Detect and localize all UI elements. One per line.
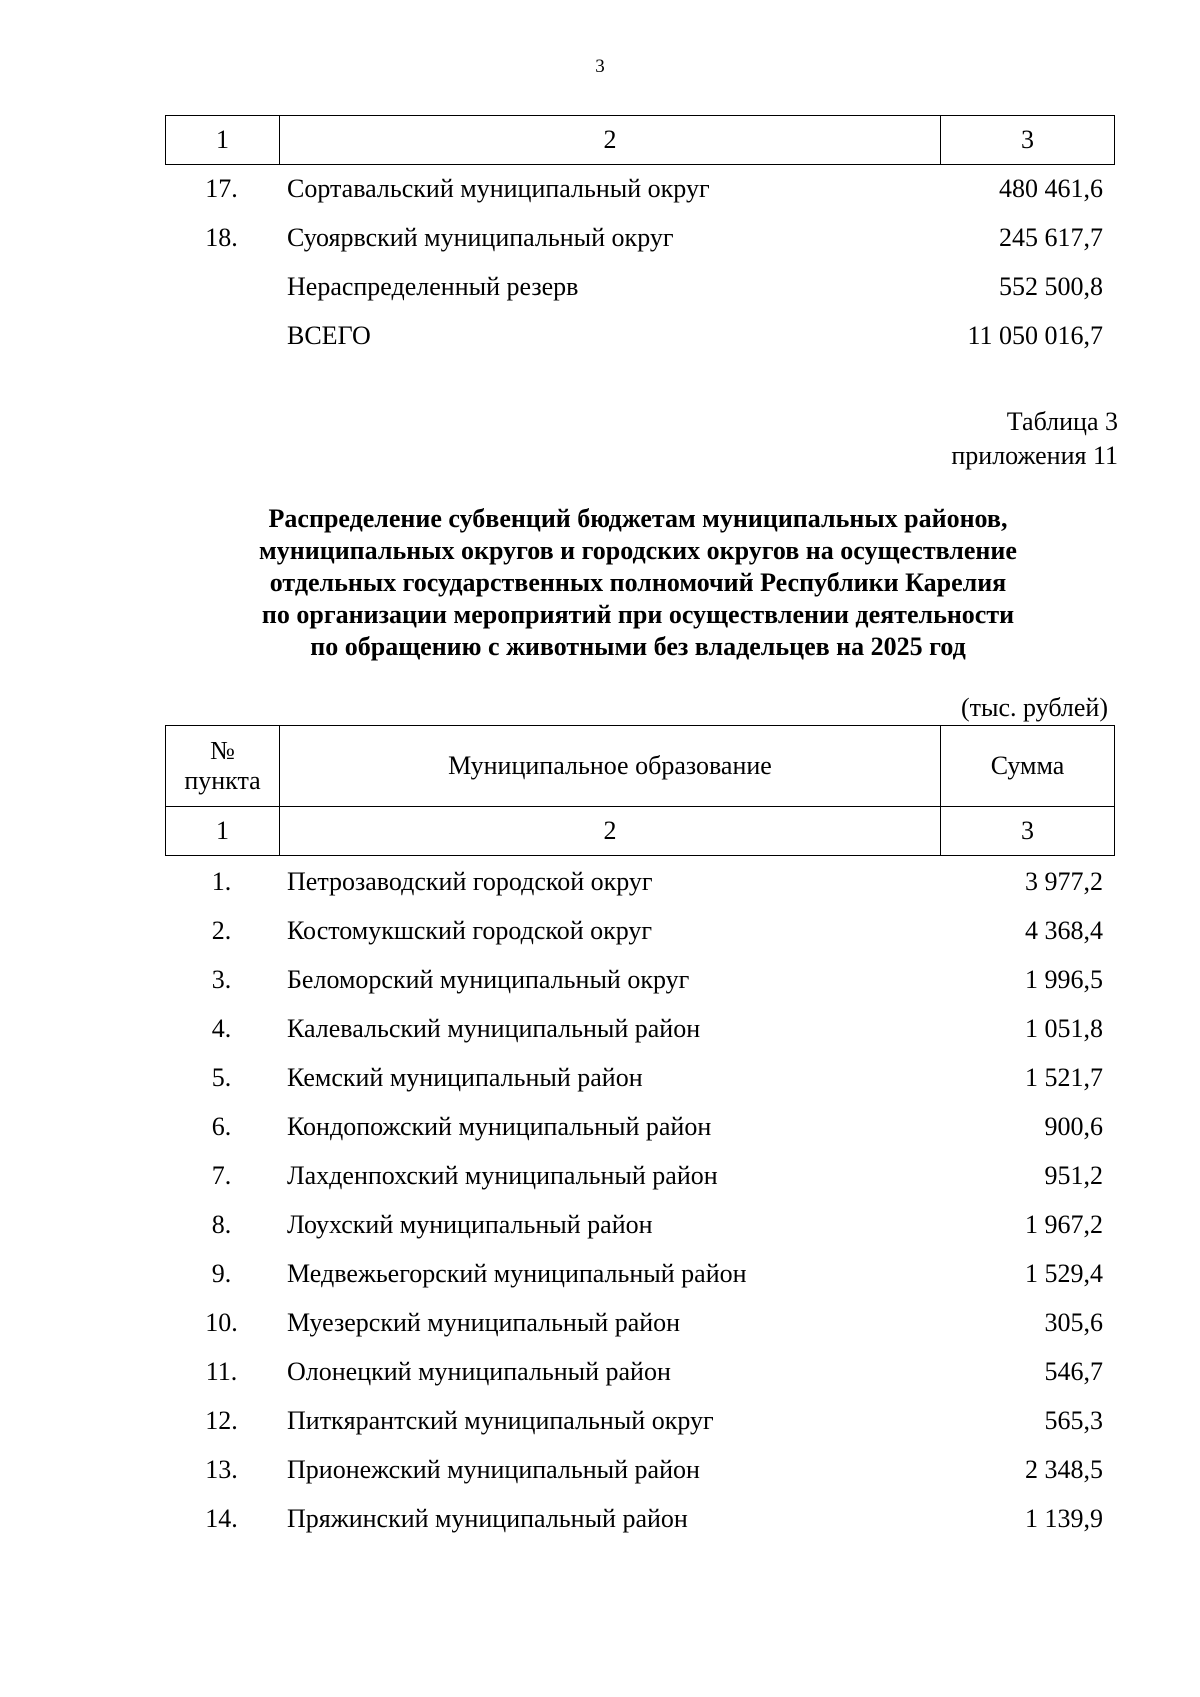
table-row — [165, 1104, 1111, 1153]
table-row — [165, 1055, 1111, 1104]
main-table-body — [165, 859, 1111, 1545]
row-sum: 565,3 — [1044, 1406, 1103, 1435]
row-sum: 245 617,7 — [999, 223, 1103, 252]
row-name: Нераспределенный резерв — [287, 272, 579, 301]
row-name: Беломорский муниципальный округ — [287, 965, 690, 994]
table-row — [165, 264, 1111, 313]
row-name: Кондопожский муниципальный район — [287, 1112, 712, 1141]
table-row — [165, 1202, 1111, 1251]
row-name: Муезерский муниципальный район — [287, 1308, 681, 1337]
row-sum: 3 977,2 — [1025, 867, 1103, 896]
table-row — [165, 1496, 1111, 1545]
table-row — [165, 166, 1111, 215]
table-row — [165, 1300, 1111, 1349]
row-name: Лоухский муниципальный район — [287, 1210, 653, 1239]
unit-label: (тыс. рублей) — [960, 693, 1108, 722]
table-row — [165, 1398, 1111, 1447]
table-row — [165, 215, 1111, 264]
title-line: по обращению с животными без владельцев на 2025 год — [310, 632, 966, 661]
row-name: Пряжинский муниципальный район — [287, 1504, 688, 1533]
header-number-symbol: № — [210, 736, 235, 765]
row-sum: 552 500,8 — [999, 272, 1103, 301]
table-label-number: Таблица 3 — [1006, 407, 1118, 436]
row-number: 1. — [211, 867, 232, 896]
header-name-cell: Муниципальное образование — [280, 726, 941, 807]
table-row — [165, 1153, 1111, 1202]
row-number: 17. — [205, 174, 238, 203]
row-number: 3. — [211, 965, 232, 994]
row-number: 10. — [205, 1308, 238, 1337]
column-index-1: 1 — [166, 116, 280, 165]
header-number-cell — [166, 726, 280, 807]
row-name: ВСЕГО — [287, 321, 371, 350]
title-line: Распределение субвенций бюджетам муниципальных районов, — [268, 504, 1008, 533]
row-name: Петрозаводский городской округ — [287, 867, 653, 896]
row-number: 14. — [205, 1504, 238, 1533]
row-name: Костомукшский городской округ — [287, 916, 653, 945]
column-index-2: 2 — [280, 116, 941, 165]
continued-table-header — [165, 115, 1115, 165]
row-sum: 2 348,5 — [1025, 1455, 1103, 1484]
title-line: отдельных государственных полномочий Республики Карелия — [269, 568, 1007, 597]
row-name: Кемский муниципальный район — [287, 1063, 643, 1092]
table-row — [165, 1349, 1111, 1398]
row-sum: 951,2 — [1044, 1161, 1103, 1190]
table-row-total — [165, 313, 1111, 362]
row-sum: 4 368,4 — [1025, 916, 1103, 945]
main-table-header — [165, 725, 1115, 856]
row-number: 11. — [205, 1357, 238, 1386]
row-sum: 480 461,6 — [999, 174, 1103, 203]
row-number: 9. — [211, 1259, 232, 1288]
table-row — [165, 957, 1111, 1006]
row-number: 8. — [211, 1210, 232, 1239]
table-row — [165, 1006, 1111, 1055]
row-name: Питкярантский муниципальный округ — [287, 1406, 714, 1435]
row-number: 7. — [211, 1161, 232, 1190]
continued-table-body — [165, 166, 1111, 362]
row-sum: 900,6 — [1044, 1112, 1103, 1141]
row-sum: 1 996,5 — [1025, 965, 1103, 994]
table-label-appendix: приложения 11 — [951, 441, 1118, 470]
row-sum: 1 529,4 — [1025, 1259, 1103, 1288]
row-name: Олонецкий муниципальный район — [287, 1357, 671, 1386]
column-index-3: 3 — [941, 807, 1115, 856]
row-name: Прионежский муниципальный район — [287, 1455, 700, 1484]
row-sum: 1 521,7 — [1025, 1063, 1103, 1092]
page-number: 3 — [595, 56, 605, 77]
header-number-word: пункта — [184, 766, 261, 795]
row-number: 6. — [211, 1112, 232, 1141]
row-sum: 1 967,2 — [1025, 1210, 1103, 1239]
row-number: 4. — [211, 1014, 232, 1043]
table-row — [165, 1447, 1111, 1496]
row-name: Медвежьегорский муниципальный район — [287, 1259, 747, 1288]
column-index-3: 3 — [941, 116, 1115, 165]
row-name: Калевальский муниципальный район — [287, 1014, 701, 1043]
row-name: Сортавальский муниципальный округ — [287, 174, 710, 203]
column-index-1: 1 — [166, 807, 280, 856]
table-row — [165, 1251, 1111, 1300]
header-sum-cell: Сумма — [941, 726, 1115, 807]
table-title — [165, 503, 1111, 663]
row-number: 18. — [205, 223, 238, 252]
row-sum: 1 051,8 — [1025, 1014, 1103, 1043]
row-sum: 1 139,9 — [1025, 1504, 1103, 1533]
table-row — [165, 859, 1111, 908]
row-sum: 546,7 — [1044, 1357, 1103, 1386]
row-number: 12. — [205, 1406, 238, 1435]
table-row — [165, 908, 1111, 957]
row-number: 2. — [211, 916, 232, 945]
title-line: по организации мероприятий при осуществлении деятельности — [261, 600, 1015, 629]
row-name: Лахденпохский муниципальный район — [287, 1161, 718, 1190]
row-sum: 11 050 016,7 — [967, 321, 1103, 350]
column-index-2: 2 — [280, 807, 941, 856]
row-sum: 305,6 — [1044, 1308, 1103, 1337]
row-number: 5. — [211, 1063, 232, 1092]
row-number: 13. — [205, 1455, 238, 1484]
title-line: муниципальных округов и городских округов на осуществление — [259, 536, 1017, 565]
row-name: Суоярвский муниципальный округ — [287, 223, 674, 252]
